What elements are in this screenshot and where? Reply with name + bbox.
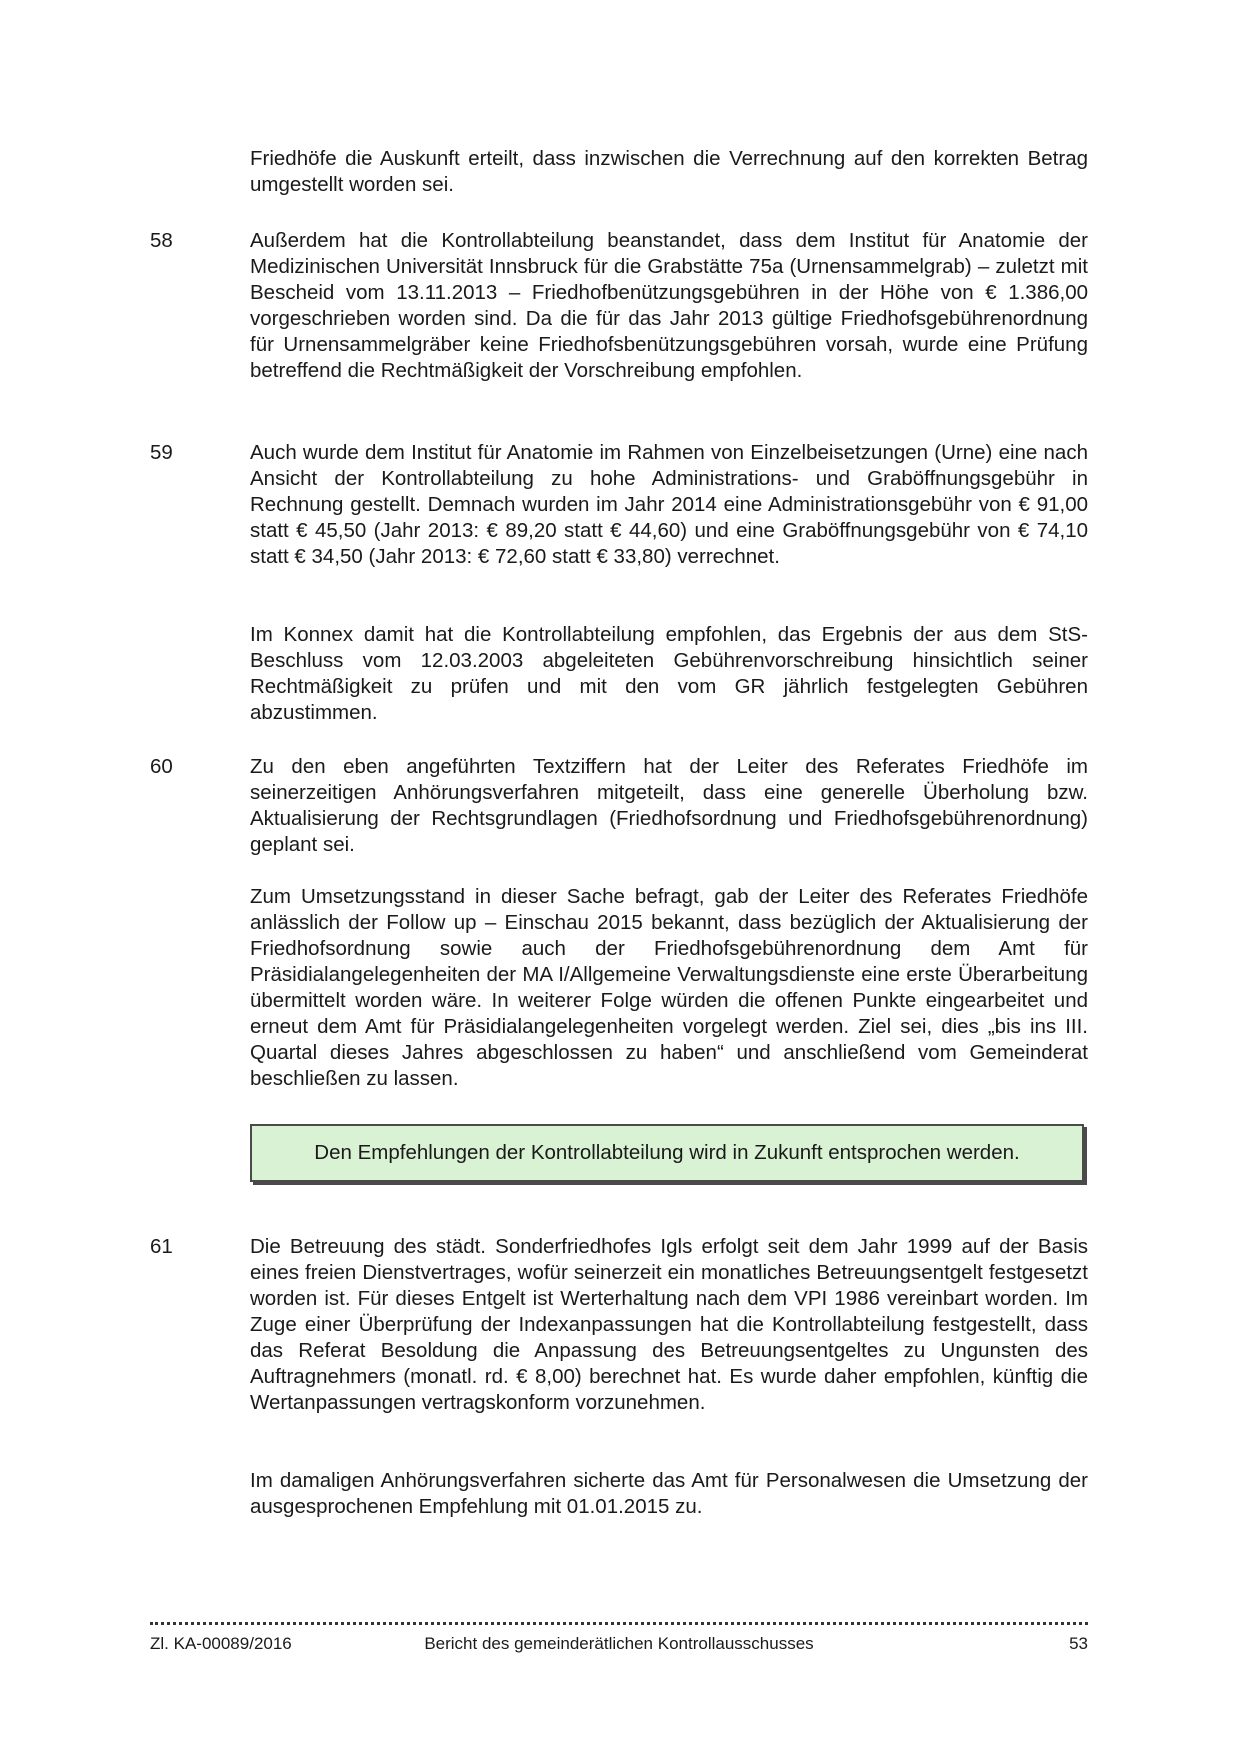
section-paragraph: Im Konnex damit hat die Kontrollabteilung empfohlen, das Ergebnis der aus dem StS-Beschluss vom 12.03.2003 abgeleiteten Gebührenvorschreibung hinsichtlich seiner Rechtmäßigkeit zu prüfen und mit den vom GR jährlich festgelegten Gebühren abzustimmen. [250,623,1088,724]
section-paragraph: Außerdem hat die Kontrollabteilung beanstandet, dass dem Institut für Anatomie der Medizinischen Universität Innsbruck für die Grabstätte 75a (Urnensammelgrab) – zuletzt mit Bescheid vom 13.11.2013 – Friedhofbenützungsgebühren in der Höhe von € 1.386,00 vorgeschrieben worden sind. Da die für das Jahr 2013 gültige Friedhofsgebührenordnung für Urnensammelgräber keine Friedhofsbenützungsgebühren vorsah, wurde eine Prüfung betreffend die Rechtmäßigkeit der Vorschreibung empfohlen. [250,229,1088,382]
section-number: 61 [150,1235,173,1258]
section-paragraph: Zum Umsetzungsstand in dieser Sache befragt, gab der Leiter des Referates Friedhöfe anlässlich der Follow up – Einschau 2015 bekannt, dass bezüglich der Aktualisierung der Friedhofsordnung sowie auch der Friedhofsgebührenordnung dem Amt für Präsidialangelegenheiten der MA I/Allgemeine Verwaltungsdienste eine erste Überarbeitung übermittelt worden wäre. In weiterer Folge würden die offenen Punkte eingearbeitet und erneut dem Amt für Präsidialangelegenheiten vorgelegt werden. Ziel sei, dies „bis ins III. Quartal dieses Jahres abgeschlossen zu haben“ und anschließend vom Gemeinderat beschließen zu lassen. [250,885,1088,1090]
section-paragraph: Im damaligen Anhörungsverfahren sicherte das Amt für Personalwesen die Umsetzung der ausgesprochenen Empfehlung mit 01.01.2015 zu. [250,1469,1088,1518]
section-paragraph: Auch wurde dem Institut für Anatomie im Rahmen von Einzelbeisetzungen (Urne) eine nach Ansicht der Kontrollabteilung zu hohe Administrations- und Graböffnungsgebühr in Rechnung gestellt. Demnach wurden im Jahr 2014 eine Administrationsgebühr von € 91,00 statt € 45,50 (Jahr 2013: € 89,20 statt € 44,60) und eine Graböffnungsgebühr von € 74,10 statt € 34,50 (Jahr 2013: € 72,60 statt € 33,80) verrechnet. [250,441,1088,568]
section-paragraph: Zu den eben angeführten Textziffern hat der Leiter des Referates Friedhöfe im seinerzeitigen Anhörungsverfahren mitgeteilt, dass eine generelle Überholung bzw. Aktualisierung der Rechtsgrundlagen (Friedhofsordnung und Friedhofsgebührenordnung) geplant sei. [250,755,1088,856]
callout-text: Den Empfehlungen der Kontrollabteilung wird in Zukunft entsprochen werden. [314,1141,1020,1164]
footer-divider [150,1610,1088,1625]
section-paragraph: Die Betreuung des städt. Sonderfriedhofes Igls erfolgt seit dem Jahr 1999 auf der Basis eines freien Dienstvertrages, wofür seinerzeit ein monatliches Betreuungsentgelt festgesetzt worden ist. Für dieses Entgelt ist Werterhaltung nach dem VPI 1986 vereinbart worden. Im Zuge einer Überprüfung der Indexanpassungen hat die Kontrollabteilung festgestellt, dass das Referat Besoldung die Anpassung des Betreuungsentgeltes zu Ungunsten des Auftragnehmers (monatl. rd. € 8,00) berechnet hat. Es wurde daher empfohlen, künftig die Wertanpassungen vertragskonform vorzunehmen. [250,1235,1088,1414]
section-number: 59 [150,441,173,464]
intro-continuation-text: Friedhöfe die Auskunft erteilt, dass inzwischen die Verrechnung auf den korrekten Betrag umgestellt worden sei. [250,147,1088,196]
section-number: 60 [150,755,173,778]
page-footer [150,1632,1088,1656]
section-number: 58 [150,229,173,252]
footer-page-number: 53 [1069,1634,1088,1653]
footer-title: Bericht des gemeinderätlichen Kontrollausschusses [424,1634,814,1653]
recommendation-callout [250,1124,1084,1182]
footer-reference: Zl. KA-00089/2016 [150,1634,292,1653]
